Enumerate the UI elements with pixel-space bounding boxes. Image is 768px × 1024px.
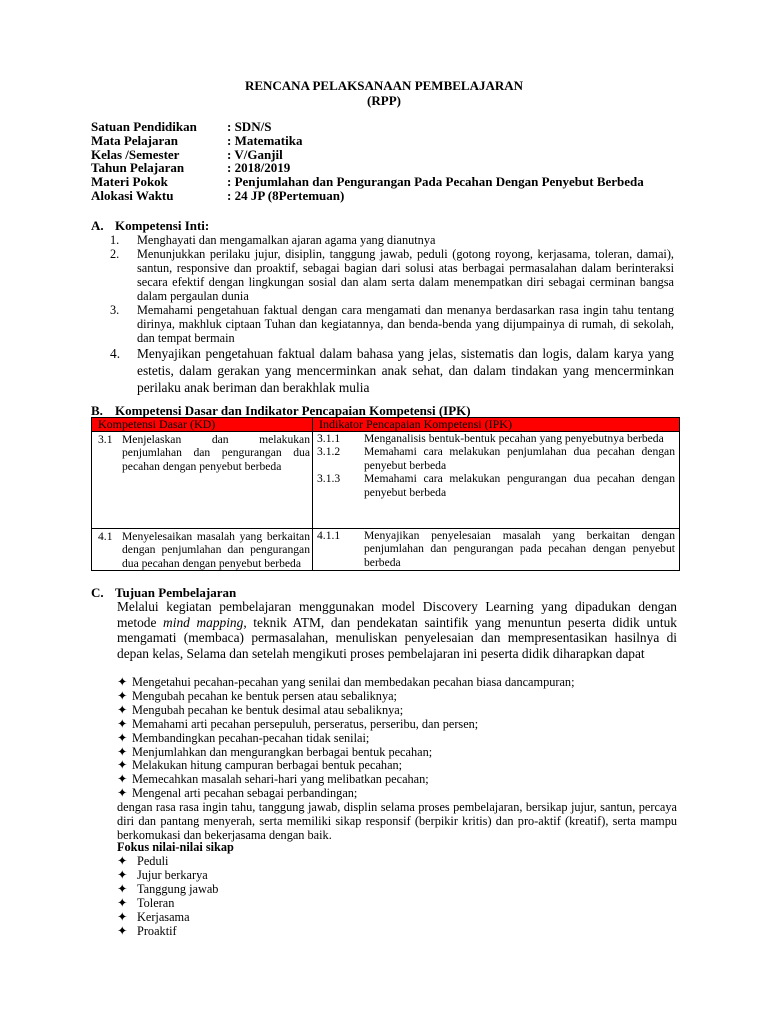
- ipk-entry: [313, 529, 679, 569]
- fokus-text: Tanggung jawab: [137, 882, 219, 896]
- fokus-list: [117, 854, 218, 938]
- tujuan-bullet-text: Melakukan hitung campuran berbagai bentuk pecahan;: [132, 758, 403, 773]
- kompetensi-inti-text: Menunjukkan perilaku jujur, disiplin, tanggung jawab, peduli (gotong royong, kerjasama, toleran, damai), santun, responsive dan proaktif, sebagai bagian dari solusi atas berbagai permasalahan dalam berinteraksi secara efektif dengan lingkungan sosial dan alam serta dalam menempatkan diri sebagai cerminan bangsa dalam pergaulan dunia: [137, 247, 674, 303]
- tujuan-intro-emphasis: mind mapping: [163, 614, 244, 630]
- star-bullet-icon: ✦: [117, 744, 128, 759]
- star-bullet-icon: ✦: [117, 772, 128, 787]
- fokus-text: Jujur berkarya: [137, 868, 208, 882]
- fokus-item: [117, 854, 218, 868]
- tujuan-bullet-item: [117, 690, 677, 704]
- fokus-text: Toleran: [137, 896, 175, 910]
- kompetensi-inti-number: 2.: [110, 247, 120, 261]
- identity-row: [91, 120, 644, 134]
- identity-block: [91, 120, 644, 203]
- tujuan-bullet-text: Mengubah pecahan ke bentuk desimal atau sebaliknya;: [132, 702, 404, 717]
- tujuan-bullet-text: Menjumlahkan dan mengurangkan berbagai bentuk pecahan;: [132, 744, 433, 759]
- identity-value: : Matematika: [227, 132, 303, 148]
- tujuan-intro-a: Melalui kegiatan pembelajaran menggunakan model Discovery Learning yang dipadukan dengan metode: [117, 599, 677, 630]
- kd-ipk-table: [91, 417, 680, 571]
- tujuan-bullet-list: [117, 676, 677, 801]
- tujuan-bullet-item: [117, 732, 677, 746]
- kd-number: 3.1: [98, 433, 113, 446]
- kd-text: Menyelesaikan masalah yang berkaitan dengan penjumlahan dan pengurangan dua pecahan dengan penyebut berbeda: [122, 530, 310, 570]
- ipk-number: 3.1.2: [317, 445, 341, 459]
- ipk-column-header: Indikator Pencapaian Kompetensi (IPK): [313, 418, 680, 432]
- section-c-title: Tujuan Pembelajaran: [115, 585, 237, 600]
- fokus-item: [117, 882, 218, 896]
- fokus-item: [117, 924, 218, 938]
- kd-cell: [92, 529, 313, 571]
- kd-table-row: [92, 529, 680, 571]
- star-bullet-icon: ✦: [117, 758, 128, 773]
- ipk-entry: [313, 445, 679, 472]
- identity-value: : V/Ganjil: [227, 146, 283, 162]
- tujuan-bullet-text: Memahami arti pecahan persepuluh, perseratus, perseribu, dan persen;: [132, 716, 479, 731]
- document-subtitle: (RPP): [367, 93, 401, 108]
- section-a-heading: [91, 218, 209, 233]
- fokus-text: Proaktif: [137, 924, 177, 938]
- kd-table-row: [92, 432, 680, 529]
- ipk-text: Memahami cara melakukan penjumlahan dua pecahan dengan penyebut berbeda: [364, 445, 675, 472]
- star-bullet-icon: ✦: [117, 854, 128, 868]
- star-bullet-icon: ✦: [117, 910, 128, 924]
- kd-number: 4.1: [98, 530, 113, 543]
- star-bullet-icon: ✦: [117, 675, 128, 689]
- kd-text: Menjelaskan dan melakukan penjumlahan dan pengurangan dua pecahan dengan penyebut berbeda: [122, 433, 310, 473]
- star-bullet-icon: ✦: [117, 716, 128, 731]
- identity-value: : Penjumlahan dan Pengurangan Pada Pecahan Dengan Penyebut Berbeda: [227, 174, 644, 190]
- tujuan-bullet-text: Memecahkan masalah sehari-hari yang melibatkan pecahan;: [132, 772, 429, 787]
- ipk-cell: [313, 432, 680, 529]
- identity-label: Satuan Pendidikan: [91, 119, 197, 134]
- tujuan-bullet-text: Membandingkan pecahan-pecahan tidak senilai;: [132, 730, 370, 745]
- tujuan-intro: [117, 599, 677, 661]
- ipk-text: Menganalisis bentuk-bentuk pecahan yang penyebutnya berbeda: [364, 432, 664, 445]
- kd-entry: [92, 432, 312, 473]
- identity-value: : 24 JP (8Pertemuan): [227, 187, 345, 203]
- kd-column-header: Kompetensi Dasar (KD): [92, 418, 313, 432]
- star-bullet-icon: ✦: [117, 896, 128, 910]
- fokus-item: [117, 868, 218, 882]
- ipk-entry: [313, 472, 679, 499]
- identity-label: Tahun Pelajaran: [91, 160, 185, 176]
- identity-row: [91, 134, 644, 148]
- kompetensi-inti-item: [110, 247, 674, 303]
- ipk-cell: [313, 529, 680, 571]
- kompetensi-inti-number: 4.: [110, 346, 121, 361]
- kompetensi-inti-number: 3.: [110, 303, 120, 317]
- identity-row: [91, 175, 644, 189]
- section-a-letter: A.: [91, 218, 104, 233]
- ipk-number: 3.1.1: [317, 432, 341, 445]
- kompetensi-inti-item: [110, 303, 674, 345]
- star-bullet-icon: ✦: [117, 702, 128, 717]
- ipk-text: Menyajikan penyelesaian masalah yang berkaitan dengan penjumlahan dan pengurangan pada pecahan dengan penyebut berbeda: [364, 529, 675, 569]
- ipk-text: Memahami cara melakukan pengurangan dua pecahan dengan penyebut berbeda: [364, 472, 675, 499]
- fokus-item: [117, 910, 218, 924]
- tujuan-closing: dengan rasa rasa ingin tahu, tanggung jawab, displin selama proses pembelajaran, bersikap jujur, santun, percaya diri dan pantang menyerah, serta memiliki sikap responsif (berpikir kritis) dan pro-aktif (kreatif), serta mampu berkomukasi dan bekerjasama dengan baik.: [117, 800, 677, 842]
- identity-row: [91, 161, 644, 175]
- tujuan-bullet-item: [117, 759, 677, 773]
- kd-entry: [92, 529, 312, 570]
- star-bullet-icon: ✦: [117, 786, 128, 801]
- tujuan-bullet-text: Mengenal arti pecahan sebagai perbandingan;: [132, 786, 358, 801]
- fokus-text: Kerjasama: [137, 910, 190, 924]
- tujuan-intro-b: , teknik ATM, dan pendekatan saintifik yang menuntun peserta didik untuk mengamati (membaca) permasalahan, menuliskan penyelesaian dan mempresentasikan hasilnya di depan kelas, Selama dan setelah mengikuti proses pembelajaran ini peserta didik diharapkan dapat: [117, 614, 677, 661]
- tujuan-bullet-text: Mengubah pecahan ke bentuk persen atau sebaliknya;: [132, 688, 397, 703]
- fokus-item: [117, 896, 218, 910]
- identity-value: : SDN/S: [227, 119, 272, 134]
- ipk-number: 3.1.3: [317, 472, 341, 486]
- tujuan-bullet-item: [117, 773, 677, 787]
- identity-label: Kelas /Semester: [91, 146, 180, 162]
- section-b-heading: [91, 403, 471, 418]
- kompetensi-inti-text: Memahami pengetahuan faktual dengan cara mengamati dan menanya berdasarkan rasa ingin tahu tentang dirinya, makhluk ciptaan Tuhan dan kegiatannya, dan benda-benda yang dijumpainya di rumah, di sekolah, dan tempat bermain: [137, 303, 674, 345]
- identity-value: : 2018/2019: [227, 160, 291, 176]
- tujuan-bullet-item: [117, 746, 677, 760]
- identity-row: [91, 148, 644, 162]
- star-bullet-icon: ✦: [117, 730, 128, 745]
- fokus-title: Fokus nilai-nilai sikap: [117, 840, 234, 854]
- fokus-text: Peduli: [137, 854, 169, 868]
- star-bullet-icon: ✦: [117, 924, 128, 938]
- tujuan-bullet-item: [117, 718, 677, 732]
- tujuan-bullet-item: [117, 676, 677, 690]
- star-bullet-icon: ✦: [117, 882, 128, 896]
- section-c-letter: C.: [91, 585, 104, 600]
- identity-label: Mata Pelajaran: [91, 132, 179, 148]
- tujuan-bullet-item: [117, 704, 677, 718]
- section-b-letter: B.: [91, 403, 103, 418]
- section-b-title: Kompetensi Dasar dan Indikator Pencapaian Kompetensi (IPK): [115, 403, 471, 418]
- section-c-heading: [91, 585, 236, 600]
- kompetensi-inti-number: 1.: [110, 233, 120, 247]
- kompetensi-inti-text: Menghayati dan mengamalkan ajaran agama yang dianutnya: [137, 233, 436, 247]
- identity-row: [91, 189, 644, 203]
- star-bullet-icon: ✦: [117, 688, 128, 703]
- identity-label: Materi Pokok: [91, 174, 168, 190]
- kompetensi-inti-item: [110, 345, 674, 396]
- kompetensi-inti-text: Menyajikan pengetahuan faktual dalam bahasa yang jelas, sistematis dan logis, dalam karya yang estetis, dalam gerakan yang mencerminkan anak sehat, dan dalam tindakan yang mencerminkan perilaku anak beriman dan berakhlak mulia: [137, 346, 674, 395]
- star-bullet-icon: ✦: [117, 868, 128, 882]
- kompetensi-inti-item: [110, 233, 674, 247]
- ipk-entry: [313, 432, 679, 445]
- ipk-number: 4.1.1: [317, 529, 341, 542]
- kompetensi-inti-list: [110, 233, 674, 396]
- section-a-title: Kompetensi Inti:: [115, 218, 210, 233]
- identity-label: Alokasi Waktu: [91, 187, 174, 203]
- tujuan-bullet-text: Mengetahui pecahan-pecahan yang senilai dan membedakan pecahan biasa dancampuran;: [132, 675, 575, 689]
- kd-cell: [92, 432, 313, 529]
- document-title: RENCANA PELAKSANAAN PEMBELAJARAN: [244, 78, 524, 93]
